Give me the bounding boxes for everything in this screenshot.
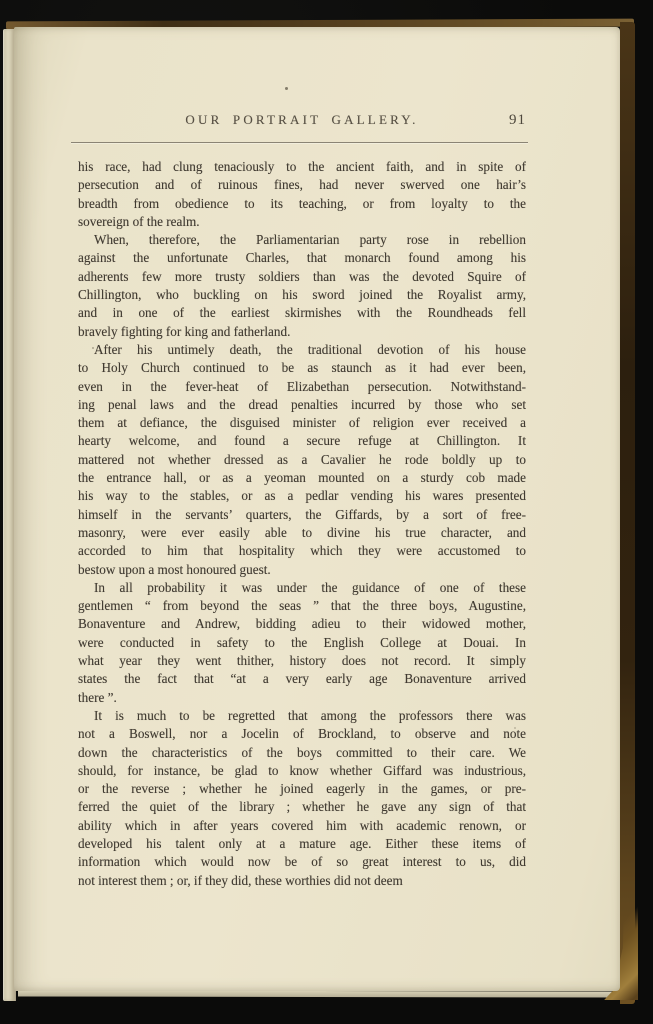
- text-line: ferred the quiet of the library ; whether he gave any sign of that: [78, 799, 526, 815]
- text-line: When, therefore, the Parliamentarian party rose in rebellion: [94, 232, 526, 248]
- book-page: [14, 27, 620, 991]
- text-line: to Holy Church continued to be as staunch as it had ever been,: [78, 360, 526, 376]
- text-line: persecution and of ruinous fines, had never swerved one hair’s: [78, 177, 526, 193]
- text-line: states the fact that “at a very early age Bonaventure arrived: [78, 671, 526, 687]
- text-line: bravely fighting for king and fatherland.: [78, 323, 291, 339]
- text-line: accorded to him that hospitality which they were accustomed to: [78, 543, 526, 559]
- paragraph: [78, 707, 526, 890]
- paragraph: [78, 579, 526, 707]
- text-line: In all probability it was under the guidance of one of these: [94, 579, 526, 595]
- text-line: gentlemen “ from beyond the seas ” that the three boys, Augustine,: [78, 598, 526, 614]
- text-line: should, for instance, be glad to know whether Giffard was industrious,: [78, 762, 526, 778]
- paragraph: [78, 158, 526, 231]
- paper-speck: [285, 87, 288, 90]
- page-number: 91: [509, 112, 526, 128]
- text-line: not a Boswell, nor a Jocelin of Brockland, to observe and note: [78, 726, 526, 742]
- text-line: were conducted in safety to the English College at Douai. In: [78, 634, 526, 650]
- text-line: his race, had clung tenaciously to the ancient faith, and in spite of: [78, 159, 526, 174]
- text-line: and in one of the earliest skirmishes with the Roundheads fell: [78, 305, 526, 321]
- text-line: sovereign of the realm.: [78, 213, 200, 229]
- paragraph: [78, 341, 526, 579]
- text-line: even in the fever-heat of Elizabethan persecution. Notwithstand-: [78, 378, 526, 394]
- text-line: Chillington, who buckling on his sword joined the Royalist army,: [78, 287, 526, 303]
- running-title: OUR PORTRAIT GALLERY.: [185, 112, 419, 127]
- text-line: adherents few more trusty soldiers than was the devoted Squire of: [78, 268, 526, 284]
- text-block: [78, 112, 526, 890]
- text-line: hearty welcome, and found a secure refuge at Chillington. It: [78, 433, 526, 449]
- leather-cover-edge: [620, 22, 635, 1004]
- page-header: [78, 112, 526, 129]
- text-line: mattered not whether dressed as a Cavalier he rode boldly up to: [78, 451, 526, 467]
- text-line: or the reverse ; whether he joined eagerly in the games, or pre-: [78, 781, 526, 797]
- text-line: what year they went thither, history does not record. It simply: [78, 653, 526, 669]
- page-edges-bottom: [18, 990, 618, 997]
- text-line: information which would now be of so great interest to us, did: [78, 854, 526, 870]
- text-line: After his untimely death, the traditional devotion of his house: [94, 341, 526, 357]
- text-line: It is much to be regretted that among the professors there was: [94, 707, 526, 723]
- header-rule: [71, 142, 528, 143]
- text-line: down the characteristics of the boys committed to their care. We: [78, 744, 526, 760]
- text-line: ing penal laws and the dread penalties incurred by those who set: [78, 396, 526, 412]
- text-line: ability which in after years covered him with academic renown, or: [78, 817, 526, 833]
- text-line: not interest them ; or, if they did, these worthies did not deem: [78, 872, 403, 888]
- text-line: Bonaventure and Andrew, bidding adieu to their widowed mother,: [78, 616, 526, 632]
- text-line: against the unfortunate Charles, that monarch found among his: [78, 250, 526, 266]
- text-line: his way to the stables, or as a pedlar vending his wares presented: [78, 488, 526, 504]
- paragraph: [78, 231, 526, 341]
- text-line: there ”.: [78, 689, 117, 705]
- text-line: developed his talent only at a mature age. Either these items of: [78, 835, 526, 851]
- text-line: masonry, were ever easily able to divine his true character, and: [78, 524, 526, 540]
- body-text: [78, 158, 526, 890]
- text-line: breadth from obedience to its teaching, or from loyalty to the: [78, 195, 526, 211]
- text-line: the entrance hall, or as a yeoman mounted on a sturdy cob made: [78, 470, 526, 486]
- text-line: bestow upon a most honoured guest.: [78, 561, 271, 577]
- text-line: himself in the servants’ quarters, the Giffards, by a sort of free-: [78, 506, 526, 522]
- text-line: them at defiance, the disguised minister of religion ever received a: [78, 415, 526, 431]
